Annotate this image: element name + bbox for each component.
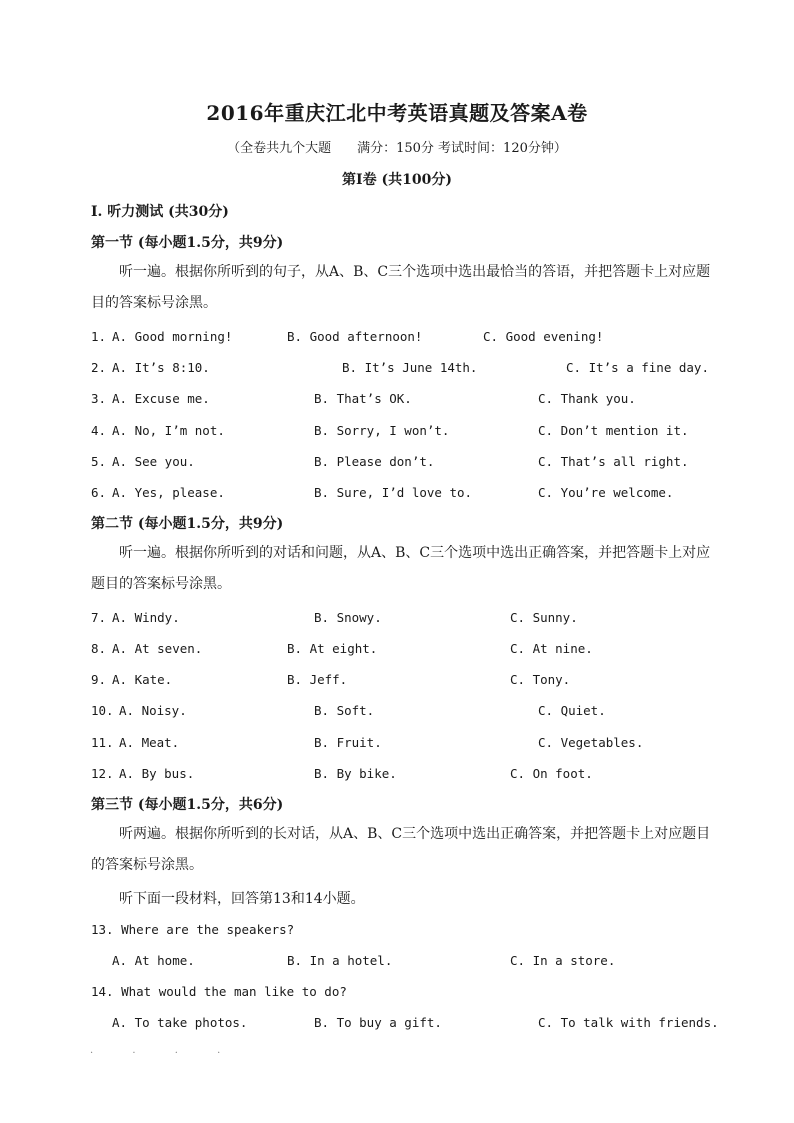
option-a: A. Good morning! [112, 329, 233, 344]
item-number: 2. [91, 360, 107, 375]
section1-heading: 第一节 (每小题1.5分，共9分) [91, 235, 284, 251]
option-a: A. By bus. [119, 766, 195, 781]
option-b: B. Sure, I’d love to. [314, 485, 473, 500]
item-number: 11. [91, 735, 114, 750]
question-14: 14. What would the man like to do? [91, 984, 347, 999]
option-a: A. At seven. [112, 641, 203, 656]
option-c: C. Thank you. [538, 391, 636, 406]
question-13: 13. Where are the speakers? [91, 922, 295, 937]
section3-instruction: 听两遍。根据你所听到的长对话，从A、B、C三个选项中选出正确答案，并把答题卡上对应题目的答案标号涂黑。 [91, 826, 711, 873]
option-b: B. That’s OK. [314, 391, 412, 406]
option-b: B. At eight. [287, 641, 378, 656]
option-b: B. It’s June 14th. [342, 360, 478, 375]
option-c: C. You’re welcome. [538, 485, 674, 500]
option-c: C. Sunny. [510, 610, 578, 625]
option-b: B. To buy a gift. [314, 1015, 442, 1030]
option-b: B. By bike. [314, 766, 397, 781]
section1-instruction: 听一遍。根据你所听到的句子，从A、B、C三个选项中选出最恰当的答语，并把答题卡上对应题目的答案标号涂黑。 [91, 264, 711, 311]
item-number: 5. [91, 454, 107, 469]
item-number: 7. [91, 610, 107, 625]
item-number: 10. [91, 703, 114, 718]
option-b: B. In a hotel. [287, 953, 393, 968]
option-a: A. Meat. [119, 735, 180, 750]
option-c: C. Quiet. [538, 703, 606, 718]
option-c: C. Good evening! [483, 329, 604, 344]
option-b: B. Fruit. [314, 735, 382, 750]
item-number: 6. [91, 485, 107, 500]
option-c: C. On foot. [510, 766, 593, 781]
option-a: A. At home. [112, 953, 195, 968]
section3-heading: 第三节 (每小题1.5分，共6分) [91, 797, 284, 813]
item-number: 1. [91, 329, 107, 344]
option-c: C. Don’t mention it. [538, 423, 689, 438]
option-b: B. Please don’t. [314, 454, 435, 469]
document-subtitle: （全卷共九个大题 满分：150分 考试时间：120分钟） [227, 141, 567, 156]
option-a: A. To take photos. [112, 1015, 248, 1030]
item-number: 8. [91, 641, 107, 656]
item-number: 4. [91, 423, 107, 438]
item-number: 9. [91, 672, 107, 687]
option-a: A. Noisy. [119, 703, 187, 718]
item-number: 12. [91, 766, 114, 781]
option-b: B. Good afternoon! [287, 329, 423, 344]
option-a: A. See you. [112, 454, 195, 469]
option-c: C. It’s a fine day. [566, 360, 709, 375]
option-c: C. To talk with friends. [538, 1015, 719, 1030]
section-listening-heading: I. 听力测试 (共30分) [91, 204, 229, 220]
page-cut-marks: · · · · [90, 1048, 239, 1059]
option-c: C. That’s all right. [538, 454, 689, 469]
option-b: B. Sorry, I won’t. [314, 423, 450, 438]
option-a: A. Windy. [112, 610, 180, 625]
option-b: B. Soft. [314, 703, 375, 718]
document-title: 2016年重庆江北中考英语真题及答案A卷 [206, 101, 588, 125]
option-c: C. At nine. [510, 641, 593, 656]
section2-heading: 第二节 (每小题1.5分，共9分) [91, 516, 284, 532]
option-c: C. Tony. [510, 672, 571, 687]
part-heading: 第I卷 (共100分) [342, 172, 452, 188]
item-number: 3. [91, 391, 107, 406]
option-b: B. Jeff. [287, 672, 348, 687]
option-b: B. Snowy. [314, 610, 382, 625]
option-a: A. Kate. [112, 672, 173, 687]
option-a: A. It’s 8:10. [112, 360, 210, 375]
option-a: A. No, I’m not. [112, 423, 225, 438]
option-c: C. Vegetables. [538, 735, 644, 750]
option-c: C. In a store. [510, 953, 616, 968]
option-a: A. Excuse me. [112, 391, 210, 406]
section3-note: 听下面一段材料，回答第13和14小题。 [119, 891, 365, 907]
option-a: A. Yes, please. [112, 485, 225, 500]
section2-instruction: 听一遍。根据你所听到的对话和问题，从A、B、C三个选项中选出正确答案，并把答题卡上对应题目的答案标号涂黑。 [91, 545, 711, 592]
